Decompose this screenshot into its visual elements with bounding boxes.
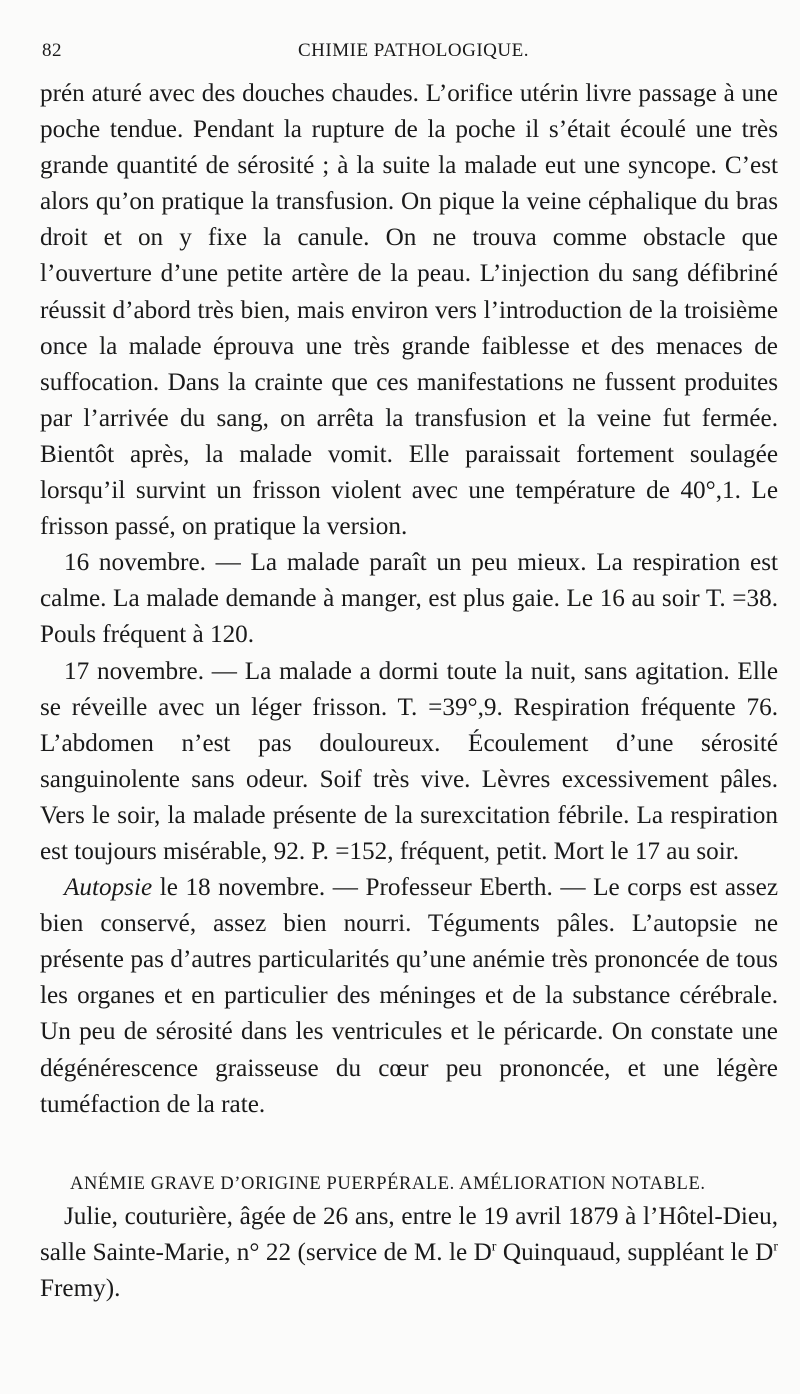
superscript-r-1: r — [491, 1239, 497, 1255]
section-heading: ANÉMIE GRAVE D’ORIGINE PUERPÉRALE. AMÉLIORATION NOTABLE. — [70, 1173, 706, 1194]
running-head — [40, 32, 778, 76]
autopsie-text: le 18 novembre. — Professeur Eberth. — Le corps est assez bien conservé, assez bien nourri. Téguments pâles. L’autopsie ne présente pas d’autres particularités qu’une anémie très prononcée de tous les organes et en particulier des méninges et de la substance cérébrale. Un peu de sérosité dans les ventricules et le péricarde. On constate une dégénérescence graisseuse du cœur peu prononcée, et une légère tuméfaction de la rate. — [40, 874, 778, 1118]
autopsie-lead: Autopsie — [64, 874, 153, 902]
julie-text-3: Fremy). — [40, 1274, 121, 1302]
body-text — [40, 76, 778, 1307]
julie-text-2: Quinquaud, suppléant le D — [496, 1238, 774, 1266]
superscript-r-2: r — [773, 1239, 778, 1255]
paragraph-16-novembre: 16 novembre. — La malade paraît un peu mieux. La respiration est calme. La malade demande à manger, est plus gaie. Le 16 au soir T. =38. Pouls fréquent à 120. — [40, 549, 778, 649]
paragraph-autopsie — [40, 870, 778, 1123]
paragraph-transfusion: prén aturé avec des douches chaudes. L’orifice utérin livre passage à une poche tendue. Pendant la rupture de la poche il s’était écoulé une très grande quantité de sérosité ; à la suite la malade eut une syncope. C’est alors qu’on pratique la transfusion. On pique la veine céphalique du bras droit et on y fixe la canule. On ne trouva comme obstacle que l’ouverture d’une petite artère de la peau. L’injection du sang défibriné réussit d’abord très bien, mais environ vers l’introduction de la troisième once la malade éprouva une très grande faiblesse et des menaces de suffocation. Dans la crainte que ces manifestations ne fussent produites par l’arrivée du sang, on arrêta la transfusion et la veine fut fermée. Bientôt après, la malade vomit. Elle paraissait fortement soulagée lorsqu’il survint un frisson violent avec une température de 40°,1. Le frisson passé, on pratique la version. — [40, 80, 778, 541]
page-number: 82 — [42, 40, 62, 61]
paragraph-17-novembre: 17 novembre. — La malade a dormi toute la nuit, sans agitation. Elle se réveille avec un léger frisson. T. =39°,9. Respiration fréquente 76. L’abdomen n’est pas douloureux. Écoulement d’une sérosité sanguinolente sans odeur. Soif très vive. Lèvres excessivement pâles. Vers le soir, la malade présente de la surexcitation fébrile. La respiration est toujours misérable, 92. P. =152, fréquent, petit. Mort le 17 au soir. — [40, 657, 778, 865]
paragraph-julie — [40, 1199, 778, 1307]
julie-text-1: Julie, couturière, âgée de 26 ans, entre le 19 avril 1879 à l’Hôtel-Dieu, salle Sainte-Marie, n° 22 (service de M. le D — [40, 1202, 778, 1266]
running-title: CHIMIE PATHOLOGIQUE. — [298, 40, 529, 61]
